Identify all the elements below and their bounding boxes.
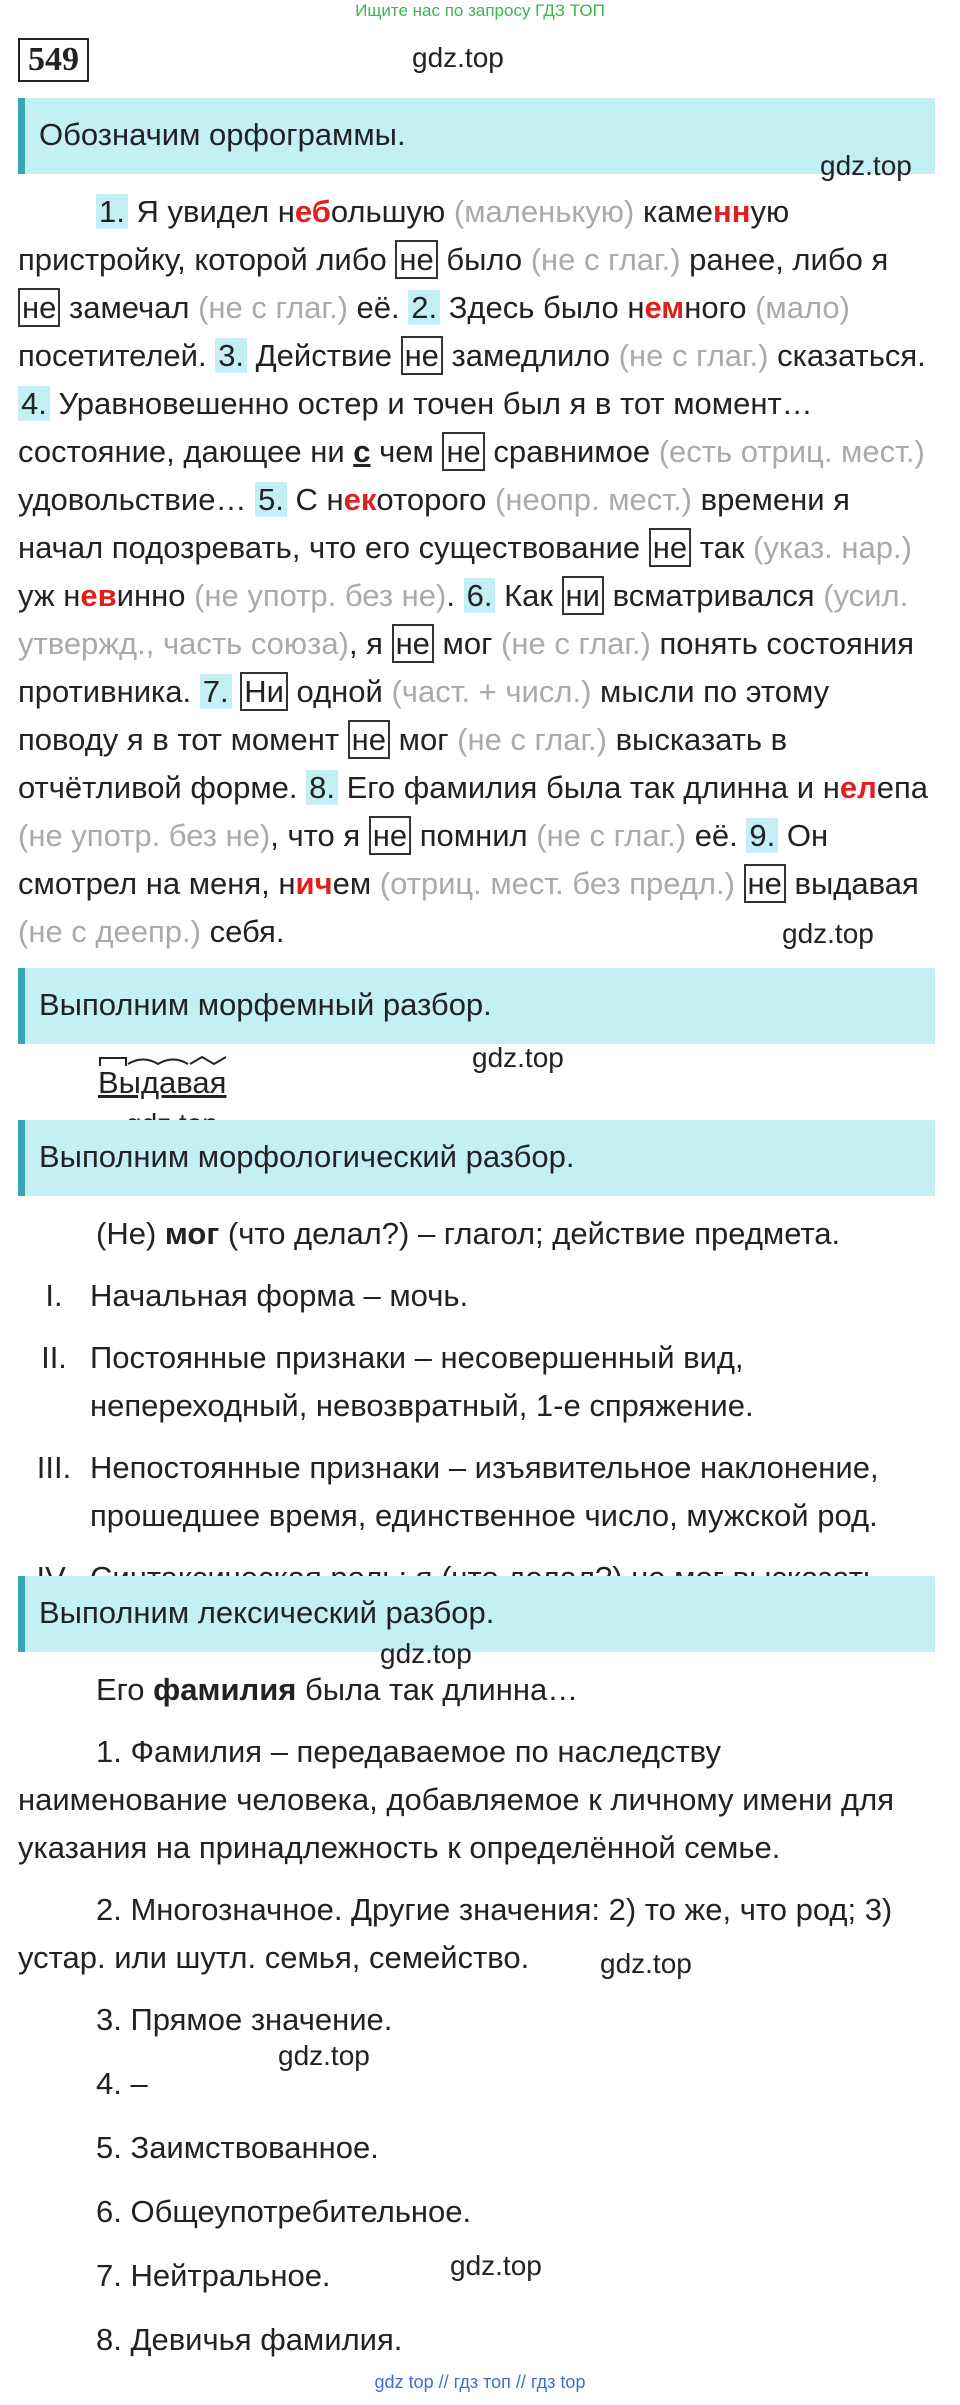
section-morphemic: Выполним морфемный разбор. — [18, 968, 935, 1044]
lexical-p6: 6. Общеупотребительное. — [96, 2194, 472, 2229]
morph-intro-rest: (что делал?) – глагол; действие предмета. — [219, 1216, 841, 1251]
morphological-analysis — [18, 1210, 938, 1602]
watermark: gdz.top — [412, 42, 504, 73]
lexical-p3: 3. Прямое значение. — [96, 2002, 393, 2037]
orthography-text: 1. Я увидел небольшую (маленькую) каменную пристройку, которой либо не было (не с глаг.) ранее, либо я не замечал (не с глаг.) её. 2. Здесь было немного (мало) посетителей. 3. Действие не замедлило (не с глаг.) сказаться. 4. Уравновешенно остер и точен был я в тот момент… состояние, дающее ни с чем не сравнимое (есть отриц. мест.) удовольствие… 5. С некоторого (неопр. мест.) времени я начал подозревать, что его существование не так (указ. нар.) уж невинно (не употр. без не). 6. Как ни всматривался (усил. утвержд., часть союза), я не мог (не с глаг.) понять состояния противника. 7. Ни одной (част. + числ.) мысли по этому поводу я в тот момент не мог (не с глаг.) высказать в отчётливой форме. 8. Его фамилия была так длинна и нелепа (не употр. без не), что я не помнил (не с глаг.) её. 9. Он смотрел на меня, ничем (отриц. мест. без предл.) не выдавая (не с деепр.) себя. — [18, 194, 929, 949]
watermark: gdz.top — [600, 1948, 692, 1979]
watermark: gdz.top — [278, 2040, 370, 2071]
morpheme-marks — [98, 1055, 238, 1067]
footer: gdz top // гдз топ // гдз top — [374, 2372, 586, 2392]
morpheme-word-text: Выдавая — [98, 1065, 227, 1100]
morph-item: II. Постоянные признаки – несовершенный вид, непереходный, невозвратный, 1-е спряжение. — [41, 1340, 754, 1423]
watermark: gdz.top — [472, 1042, 564, 1073]
top-banner: Ищите нас по запросу ГДЗ ТОП — [355, 1, 605, 20]
morph-item: III. Непостоянные признаки – изъявительное наклонение, прошедшее время, единственное число, мужской род. — [36, 1450, 879, 1533]
lexical-p2: 2. Многозначное. Другие значения: 2) то же, что род; 3) устар. или шутл. семья, семейство. — [18, 1892, 893, 1975]
task-number: 549 — [18, 38, 89, 82]
lexical-analysis: Его фамилия была так длинна… 1. Фамилия – передаваемое по наследству наименование человека, добавляемое к личному имени для указания на принадлежность к определённой семье. 2. Многозначное. Другие значения: 2) то же, что род; 3) устар. или шутл. семья, семейство. 3. Прямое значение. 4. – 5. Заимствованное. 6. Общеупотребительное. 7. Нейтральное. 8. Девичья фамилия. — [18, 1666, 938, 2364]
lexical-p5: 5. Заимствованное. — [96, 2130, 379, 2165]
section-orthography: Обозначим орфограммы. — [18, 98, 935, 174]
morph-intro-ne: (Не) — [96, 1216, 165, 1251]
watermark: gdz.top — [380, 1638, 472, 1669]
watermark: gdz.top — [820, 150, 912, 181]
morpheme-word — [98, 1065, 226, 1101]
lexical-p4: 4. – — [96, 2066, 148, 2101]
lexical-p1: 1. Фамилия – передаваемое по наследству наименование человека, добавляемое к личному имени для указания на принадлежность к определённой семье. — [18, 1734, 894, 1865]
lexical-p8: 8. Девичья фамилия. — [96, 2322, 403, 2357]
morph-intro-word: мог — [164, 1216, 220, 1251]
lexical-p7: 7. Нейтральное. — [96, 2258, 331, 2293]
morph-item: I. Начальная форма – мочь. — [45, 1278, 469, 1313]
section-lexical: Выполним лексический разбор. — [18, 1576, 935, 1652]
section-morphological: Выполним морфологический разбор. — [18, 1120, 935, 1196]
watermark: gdz.top — [450, 2250, 542, 2281]
watermark: gdz.top — [782, 918, 874, 949]
